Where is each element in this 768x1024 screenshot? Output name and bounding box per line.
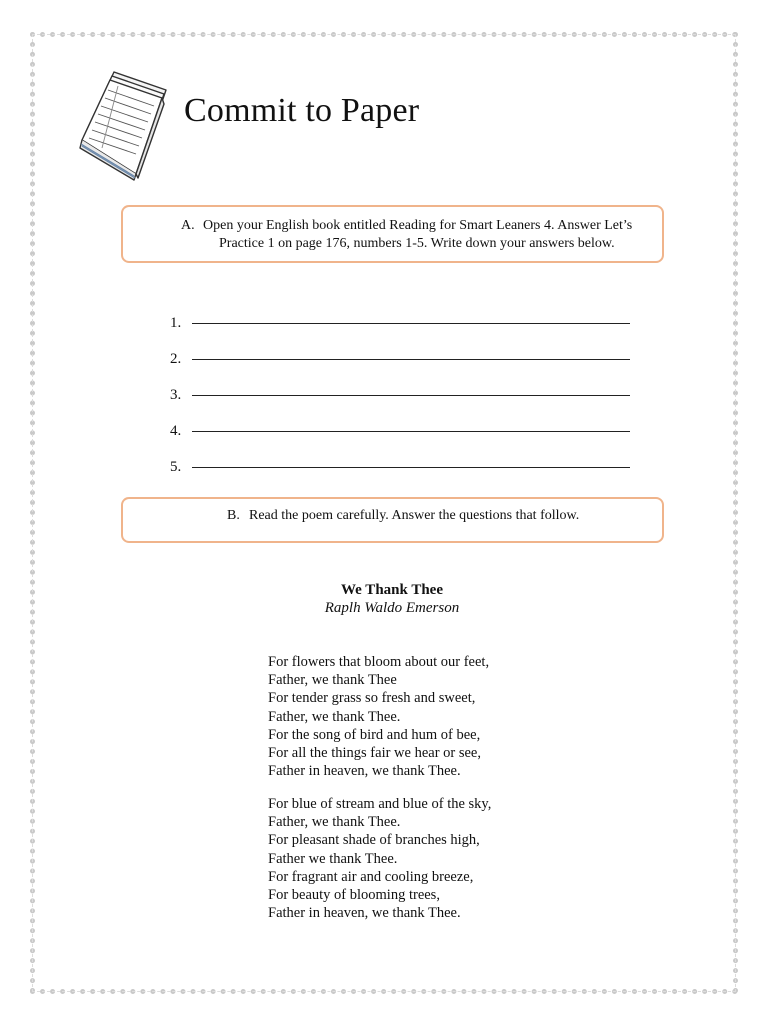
poem-author: Raplh Waldo Emerson <box>324 600 460 616</box>
answer-blank[interactable] <box>192 417 630 432</box>
poem-line: For the song of bird and hum of bee, <box>268 726 481 743</box>
poem-line: For tender grass so fresh and sweet, <box>268 690 476 707</box>
answer-blank[interactable] <box>192 381 630 396</box>
poem-title: We Thank Thee <box>341 582 443 598</box>
answer-line-5[interactable] <box>170 440 630 476</box>
answer-number: 1. <box>170 315 182 331</box>
poem-stanza-2 <box>268 795 491 922</box>
poem-line: For pleasant shade of branches high, <box>268 832 480 849</box>
poem-heading <box>0 581 768 617</box>
answer-number: 5. <box>170 459 182 475</box>
answer-number: 2. <box>170 351 182 367</box>
poem-line: Father, we thank Thee. <box>268 814 401 831</box>
paper-stack-icon <box>74 58 180 186</box>
instruction-a-line2: Practice 1 on page 176, numbers 1-5. Write down your answers below. <box>219 236 615 251</box>
answer-line-2[interactable] <box>170 332 630 368</box>
answer-line-4[interactable] <box>170 404 630 440</box>
answer-number: 3. <box>170 387 182 403</box>
answer-blank[interactable] <box>192 345 630 360</box>
instruction-b-text: Read the poem carefully. Answer the questions that follow. <box>249 508 580 523</box>
poem-line: For all the things fair we hear or see, <box>268 745 481 762</box>
answer-number: 4. <box>170 423 182 439</box>
poem-line: Father we thank Thee. <box>268 850 398 867</box>
poem-stanza-1 <box>268 653 489 780</box>
poem-line: For fragrant air and cooling breeze, <box>268 868 474 885</box>
answer-blank[interactable] <box>192 309 630 324</box>
answer-list <box>170 296 630 476</box>
poem-line: For blue of stream and blue of the sky, <box>268 796 492 812</box>
instruction-box-b <box>121 497 664 543</box>
answer-blank[interactable] <box>192 453 630 468</box>
poem-line: Father in heaven, we thank Thee. <box>268 905 461 922</box>
instruction-a-line1: Open your English book entitled Reading for Smart Leaners 4. Answer Let’s <box>203 218 633 233</box>
poem-line: Father in heaven, we thank Thee. <box>268 763 461 780</box>
answer-line-1[interactable] <box>170 296 630 332</box>
poem-line: For flowers that bloom about our feet, <box>268 654 490 670</box>
poem-line: Father, we thank Thee. <box>268 708 401 725</box>
instruction-box-a <box>121 205 664 263</box>
page-title: Commit to Paper <box>184 92 420 129</box>
instruction-letter-a: A. <box>181 218 195 233</box>
answer-line-3[interactable] <box>170 368 630 404</box>
poem-line: For beauty of blooming trees, <box>268 887 440 904</box>
poem-line: Father, we thank Thee <box>268 672 397 689</box>
instruction-letter-b: B. <box>227 508 240 523</box>
